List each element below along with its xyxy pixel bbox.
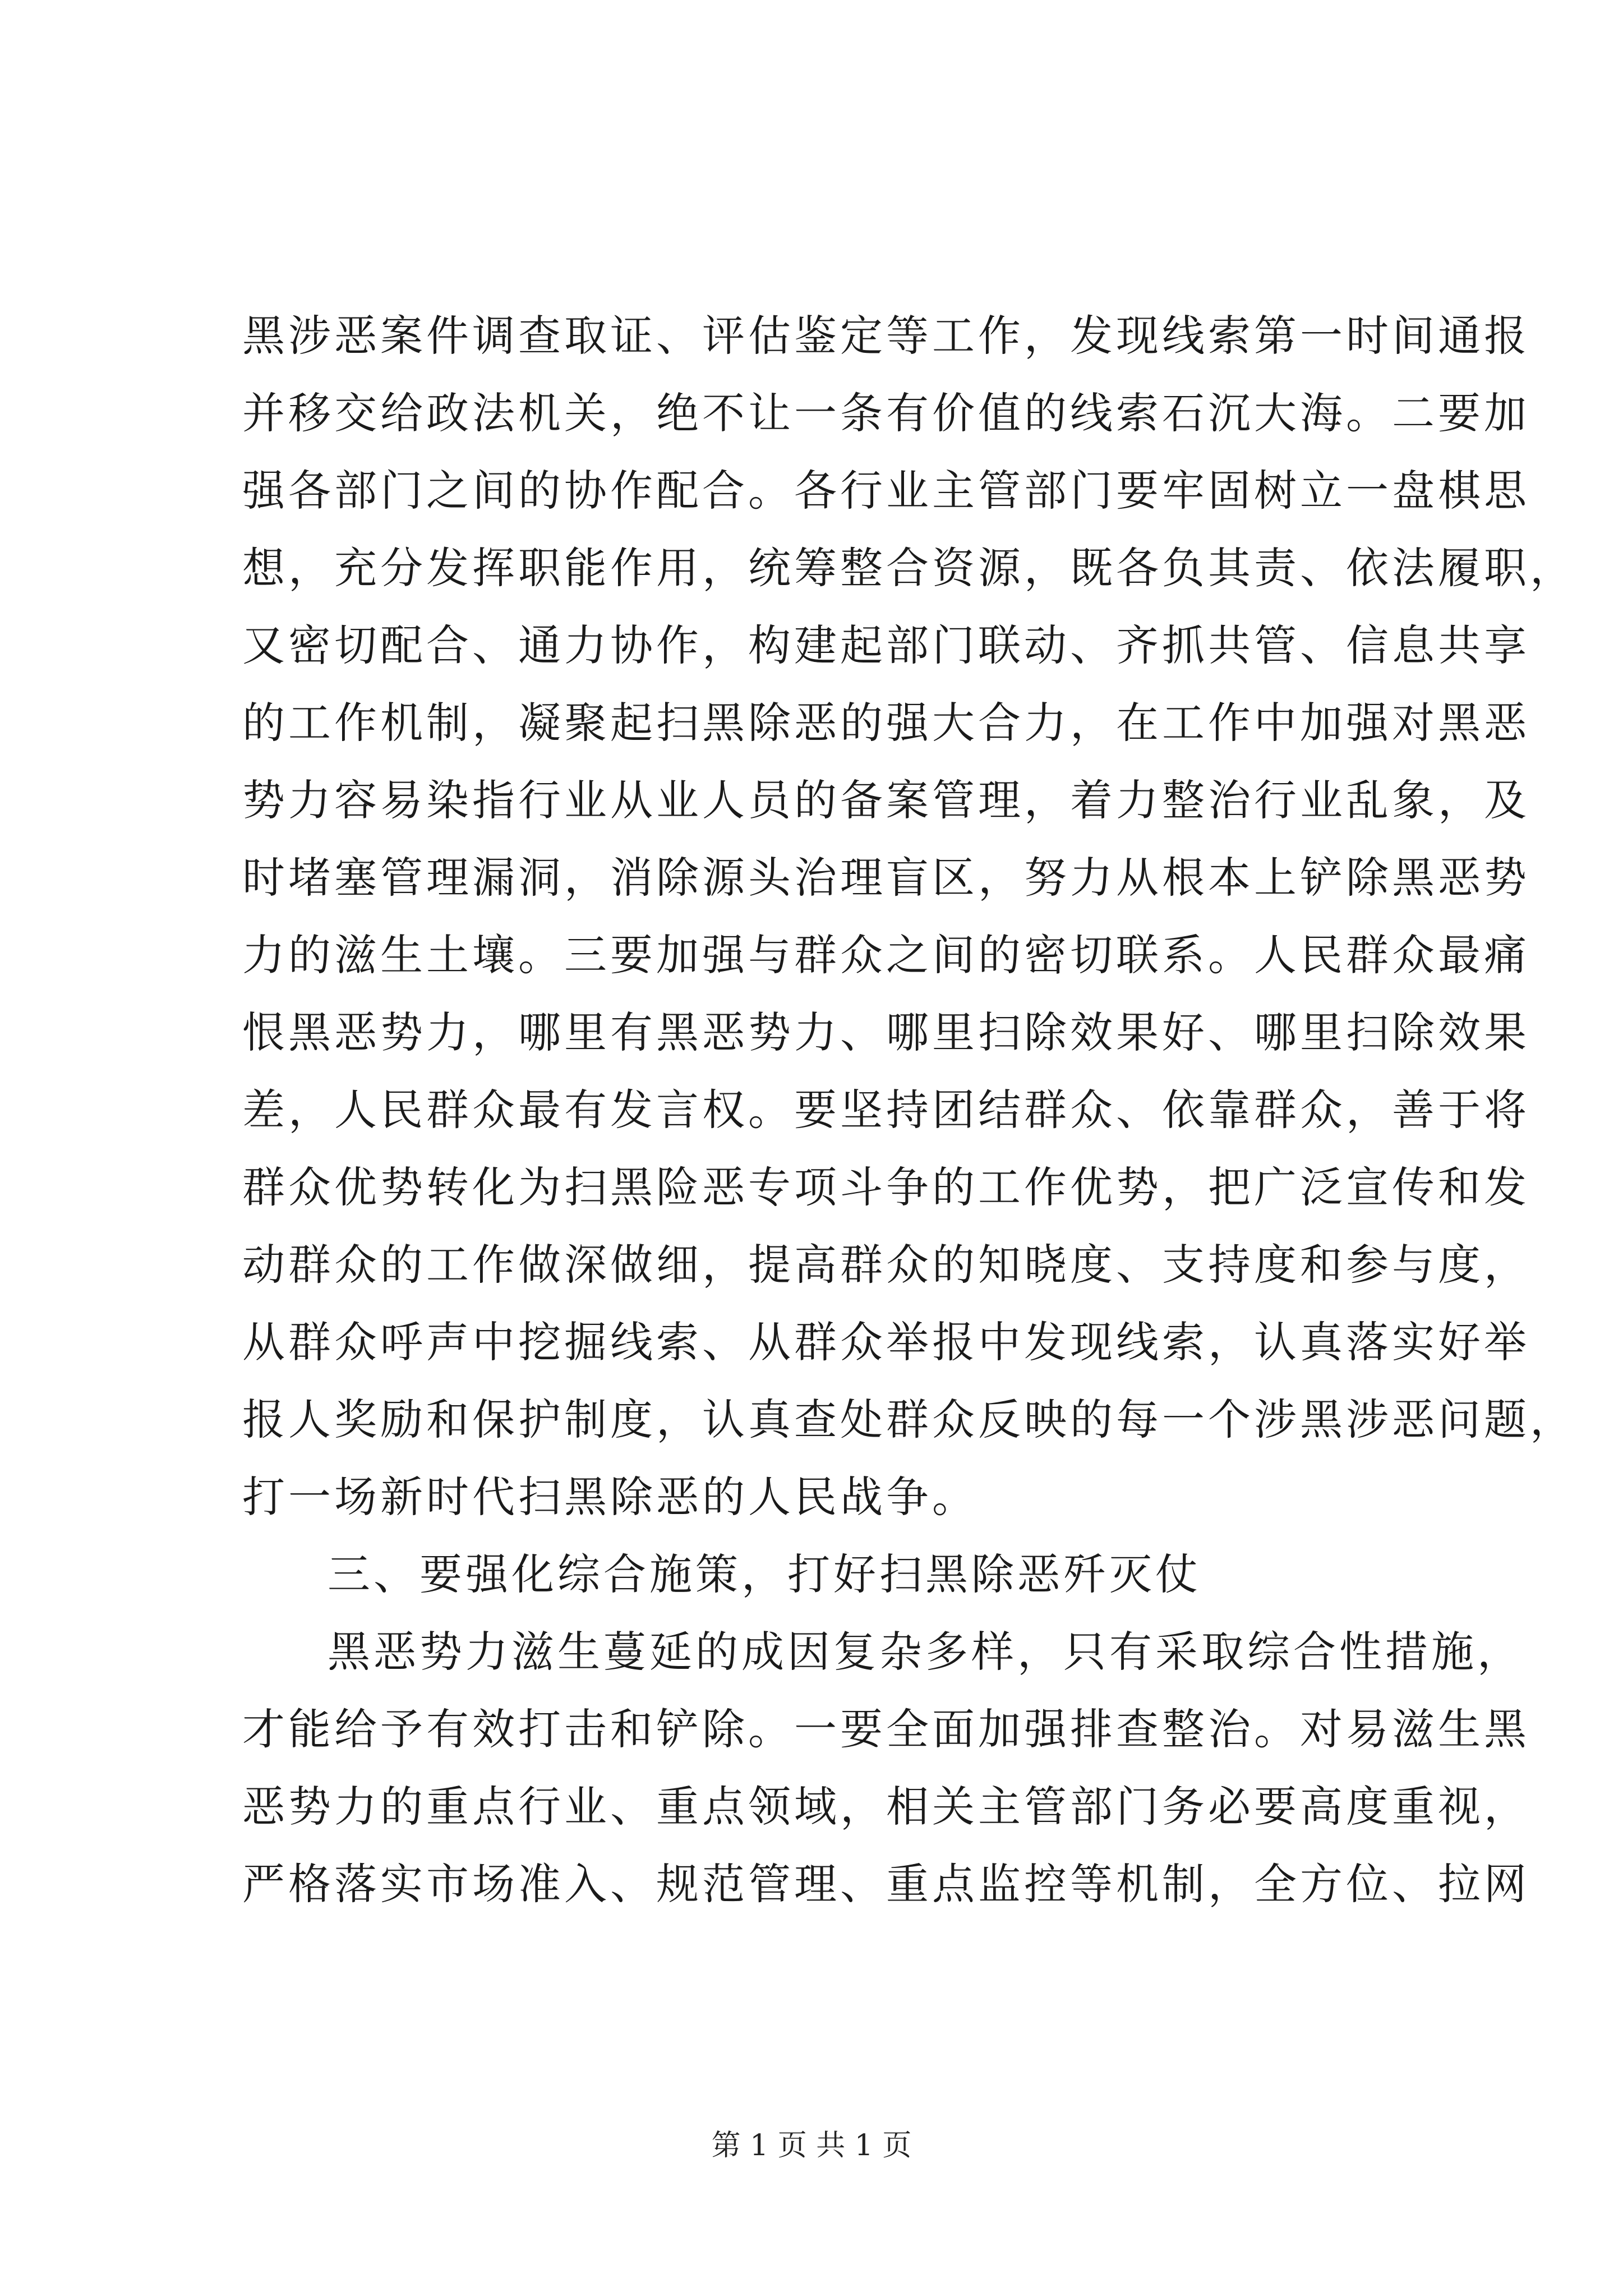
body-line: 群众优势转化为扫黑险恶专项斗争的工作优势，把广泛宣传和发 <box>242 1162 1530 1212</box>
body-line: 差，人民群众最有发言权。要坚持团结群众、依靠群众，善于将 <box>242 1085 1530 1135</box>
body-line: 又密切配合、通力协作，构建起部门联动、齐抓共管、信息共享 <box>242 620 1530 670</box>
body-line: 并移交给政法机关，绝不让一条有价值的线索石沉大海。二要加 <box>242 388 1530 438</box>
page-number-footer: 第 1 页 共 1 页 <box>711 2129 912 2162</box>
body-line: 想，充分发挥职能作用，统筹整合资源，既各负其责、依法履职， <box>242 543 1576 593</box>
body-line: 报人奖励和保护制度，认真查处群众反映的每一个涉黑涉恶问题， <box>242 1395 1576 1444</box>
paragraph-first-line: 黑恶势力滋生蔓延的成因复杂多样，只有采取综合性措施， <box>328 1627 1523 1677</box>
body-line: 打一场新时代扫黑除恶的人民战争。 <box>242 1472 978 1522</box>
body-line: 力的滋生土壤。三要加强与群众之间的密切联系。人民群众最痛 <box>242 930 1530 980</box>
body-line: 时堵塞管理漏洞，消除源头治理盲区，努力从根本上铲除黑恶势 <box>242 853 1530 903</box>
body-line: 才能给予有效打击和铲除。一要全面加强排查整治。对易滋生黑 <box>242 1704 1530 1754</box>
body-line: 黑涉恶案件调查取证、评估鉴定等工作，发现线索第一时间通报 <box>242 311 1530 361</box>
body-line: 恶势力的重点行业、重点领域，相关主管部门务必要高度重视， <box>242 1782 1530 1832</box>
body-line: 势力容易染指行业从业人员的备案管理，着力整治行业乱象，及 <box>242 775 1530 825</box>
body-line: 强各部门之间的协作配合。各行业主管部门要牢固树立一盘棋思 <box>242 466 1530 516</box>
document-body <box>242 297 1576 1923</box>
body-line: 从群众呼声中挖掘线索、从群众举报中发现线索，认真落实好举 <box>242 1317 1530 1367</box>
section-heading: 三、要强化综合施策，打好扫黑除恶歼灭仗 <box>328 1549 1201 1599</box>
body-line: 严格落实市场准入、规范管理、重点监控等机制，全方位、拉网 <box>242 1859 1530 1909</box>
body-line: 动群众的工作做深做细，提高群众的知晓度、支持度和参与度， <box>242 1240 1530 1290</box>
body-line: 恨黑恶势力，哪里有黑恶势力、哪里扫除效果好、哪里扫除效果 <box>242 1007 1530 1057</box>
body-line: 的工作机制，凝聚起扫黑除恶的强大合力，在工作中加强对黑恶 <box>242 698 1530 748</box>
